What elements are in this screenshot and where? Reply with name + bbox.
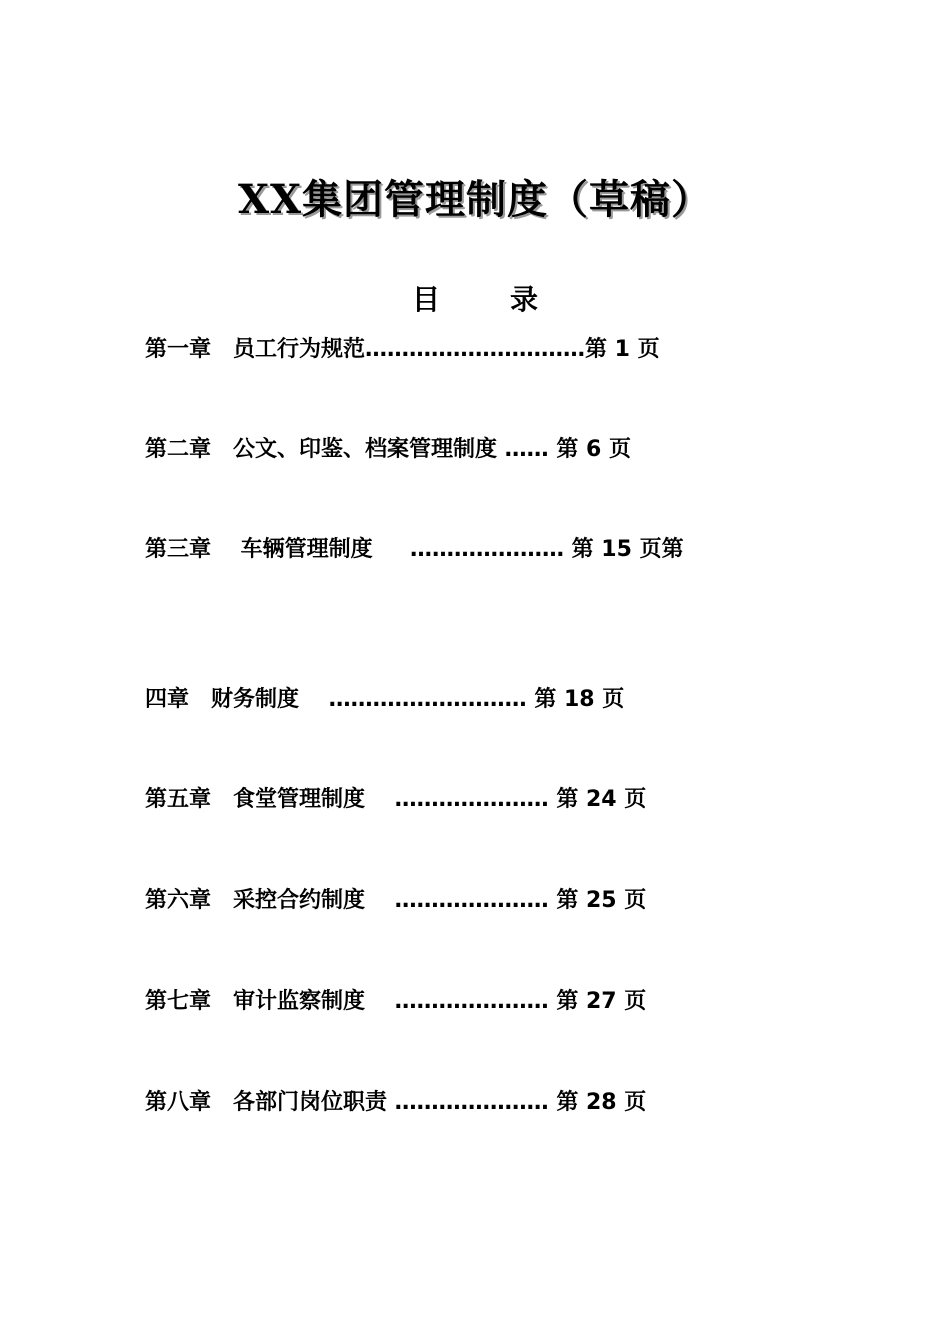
toc-entry-chapter-7[interactable]: 第七章 审计监察制度 ………………… 第 27 页 — [145, 989, 647, 1014]
toc-entry-chapter-5[interactable]: 第五章 食堂管理制度 ………………… 第 24 页 — [145, 787, 647, 812]
toc-entry-chapter-6[interactable]: 第六章 采控合约制度 ………………… 第 25 页 — [145, 888, 647, 913]
toc-entry-chapter-8[interactable]: 第八章 各部门岗位职责 ………………… 第 28 页 — [145, 1090, 647, 1115]
document-title: XX集团管理制度（草稿） — [237, 176, 713, 223]
toc-heading-left: 目 — [411, 283, 440, 316]
toc-entry-chapter-3[interactable]: 第三章 车辆管理制度 ………………… 第 15 页第 — [145, 537, 684, 562]
toc-entry-chapter-1[interactable]: 第一章 员工行为规范…………………………第 1 页 — [145, 337, 660, 362]
toc-heading — [0, 278, 950, 322]
toc-heading-right: 录 — [510, 283, 539, 316]
toc-entry-chapter-2[interactable]: 第二章 公文、印鉴、档案管理制度 …… 第 6 页 — [145, 437, 631, 462]
toc-entry-chapter-4[interactable]: 四章 财务制度 ……………………… 第 18 页 — [145, 687, 625, 712]
